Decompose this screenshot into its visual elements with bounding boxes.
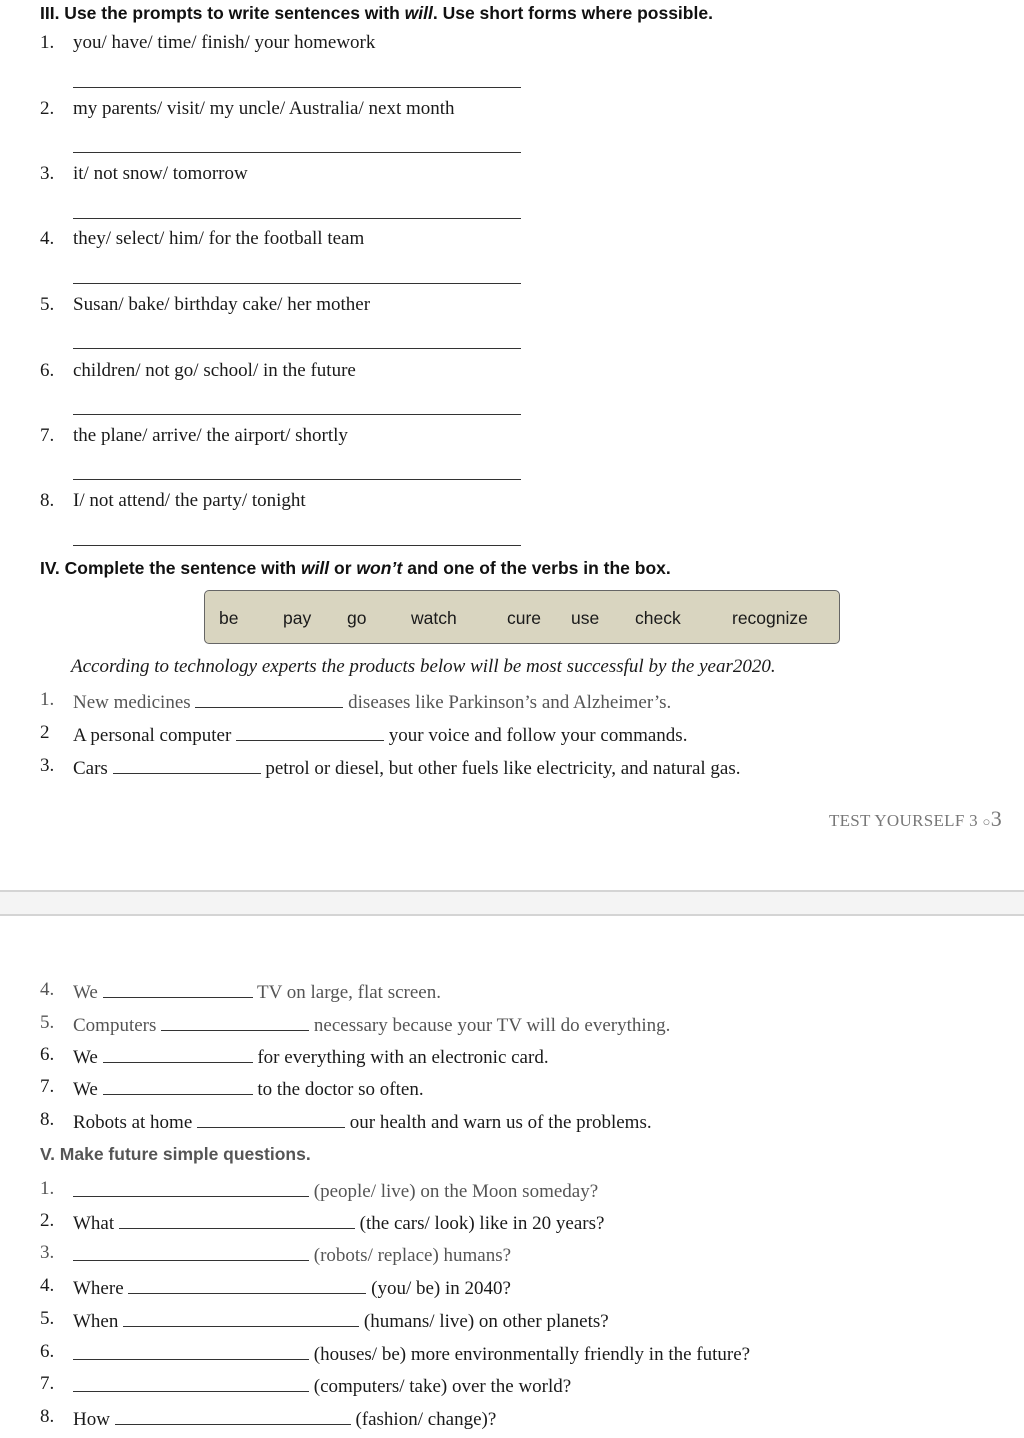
sentence-end: our health and warn us of the problems. bbox=[349, 1112, 652, 1133]
section-4-heading: IV. Complete the sentence with will or won’t and one of the verbs in the box. bbox=[40, 558, 671, 578]
question-start: What bbox=[73, 1213, 115, 1234]
sentence-row bbox=[73, 1109, 652, 1134]
prompt-text: I/ not attend/ the party/ tonight bbox=[73, 490, 306, 511]
question-row bbox=[73, 1406, 496, 1431]
question-cue: (fashion/ change)? bbox=[355, 1409, 497, 1430]
prompt-text: Susan/ bake/ birthday cake/ her mother bbox=[73, 294, 371, 315]
sentence-row bbox=[73, 1044, 549, 1069]
sentence-end: TV on large, flat screen. bbox=[257, 982, 441, 1003]
sentence-end: petrol or diesel, but other fuels like electricity, and natural gas. bbox=[265, 758, 741, 779]
item-number: 8. bbox=[40, 1406, 55, 1427]
item-number: 5. bbox=[40, 1012, 55, 1033]
sentence-row bbox=[73, 1076, 424, 1101]
answer-blank[interactable] bbox=[73, 1341, 309, 1360]
item-number: 2. bbox=[40, 98, 55, 119]
item-number: 7. bbox=[40, 1076, 55, 1097]
question-start: How bbox=[73, 1409, 110, 1430]
question-row bbox=[73, 1178, 598, 1203]
sentence-start: We bbox=[73, 1047, 98, 1068]
section-3-heading: III. Use the prompts to write sentences with will. Use short forms where possible. bbox=[40, 3, 713, 23]
question-cue: (people/ live) on the Moon someday? bbox=[313, 1181, 599, 1202]
sentence-row bbox=[73, 722, 687, 747]
item-number: 8. bbox=[40, 1109, 55, 1130]
question-row bbox=[73, 1341, 750, 1366]
question-start: When bbox=[73, 1311, 119, 1332]
prompt-text: you/ have/ time/ finish/ your homework bbox=[73, 32, 376, 53]
answer-line[interactable] bbox=[73, 479, 521, 480]
answer-blank[interactable] bbox=[161, 1012, 309, 1031]
prompt-text: children/ not go/ school/ in the future bbox=[73, 360, 356, 381]
sentence-start: We bbox=[73, 982, 98, 1003]
page-footer bbox=[829, 806, 1002, 832]
question-cue: (computers/ take) over the world? bbox=[313, 1376, 572, 1397]
answer-line[interactable] bbox=[73, 348, 521, 349]
question-row bbox=[73, 1242, 511, 1267]
question-row bbox=[73, 1210, 604, 1235]
question-cue: (houses/ be) more environmentally friendly in the future? bbox=[313, 1344, 751, 1365]
item-number: 2 bbox=[40, 722, 50, 743]
answer-blank[interactable] bbox=[113, 755, 261, 774]
prompt-text: the plane/ arrive/ the airport/ shortly bbox=[73, 425, 348, 446]
answer-blank[interactable] bbox=[73, 1178, 309, 1197]
answer-blank[interactable] bbox=[115, 1406, 351, 1425]
sentence-end: to the doctor so often. bbox=[257, 1079, 424, 1100]
question-start: Where bbox=[73, 1278, 124, 1299]
verb-word: check bbox=[635, 608, 681, 628]
verb-word: pay bbox=[283, 608, 312, 628]
sentence-start: A personal computer bbox=[73, 725, 232, 746]
sentence-start: Robots at home bbox=[73, 1112, 193, 1133]
question-row bbox=[73, 1308, 609, 1333]
sentence-end: your voice and follow your commands. bbox=[388, 725, 688, 746]
circle-icon: ○ bbox=[982, 814, 991, 829]
prompt-text: my parents/ visit/ my uncle/ Australia/ next month bbox=[73, 98, 455, 119]
answer-blank[interactable] bbox=[128, 1275, 366, 1294]
item-number: 1. bbox=[40, 1178, 55, 1199]
answer-line[interactable] bbox=[73, 545, 521, 546]
item-number: 7. bbox=[40, 1373, 55, 1394]
item-number: 4. bbox=[40, 979, 55, 1000]
item-number: 1. bbox=[40, 689, 55, 710]
answer-line[interactable] bbox=[73, 283, 521, 284]
sentence-row bbox=[73, 755, 741, 780]
sentence-row bbox=[73, 1012, 670, 1037]
question-row bbox=[73, 1275, 511, 1300]
sentence-row bbox=[73, 689, 671, 714]
item-number: 7. bbox=[40, 425, 55, 446]
answer-blank[interactable] bbox=[123, 1308, 359, 1327]
question-cue: (robots/ replace) humans? bbox=[313, 1245, 512, 1266]
prompt-text: they/ select/ him/ for the football team bbox=[73, 228, 365, 249]
answer-line[interactable] bbox=[73, 414, 521, 415]
answer-line[interactable] bbox=[73, 152, 521, 153]
item-number: 3. bbox=[40, 163, 55, 184]
answer-blank[interactable] bbox=[73, 1242, 309, 1261]
verb-box bbox=[204, 590, 840, 644]
item-number: 1. bbox=[40, 32, 55, 53]
footer-label: TEST YOURSELF 3 bbox=[828, 811, 978, 830]
answer-blank[interactable] bbox=[103, 979, 253, 998]
section-4-intro: According to technology experts the products below will be most successful by the year2020. bbox=[71, 656, 776, 677]
item-number: 6. bbox=[40, 1044, 55, 1065]
answer-line[interactable] bbox=[73, 87, 521, 88]
sentence-end: necessary because your TV will do everything. bbox=[313, 1015, 671, 1036]
answer-line[interactable] bbox=[73, 218, 521, 219]
verb-word: go bbox=[347, 608, 367, 628]
item-number: 2. bbox=[40, 1210, 55, 1231]
verb-word: cure bbox=[507, 608, 542, 628]
answer-blank[interactable] bbox=[236, 722, 384, 741]
answer-blank[interactable] bbox=[103, 1044, 253, 1063]
item-number: 5. bbox=[40, 1308, 55, 1329]
sentence-start: Computers bbox=[73, 1015, 157, 1036]
item-number: 3. bbox=[40, 755, 55, 776]
answer-blank[interactable] bbox=[195, 689, 343, 708]
verb-word: watch bbox=[411, 608, 457, 628]
answer-blank[interactable] bbox=[73, 1373, 309, 1392]
item-number: 6. bbox=[40, 360, 55, 381]
sentence-row bbox=[73, 979, 441, 1004]
sentence-start: We bbox=[73, 1079, 98, 1100]
item-number: 4. bbox=[40, 228, 55, 249]
question-cue: (the cars/ look) like in 20 years? bbox=[359, 1213, 605, 1234]
item-number: 5. bbox=[40, 294, 55, 315]
verb-word: recognize bbox=[732, 608, 808, 628]
section-5-heading: V. Make future simple questions. bbox=[40, 1144, 311, 1164]
sentence-end: diseases like Parkinson’s and Alzheimer’s. bbox=[348, 692, 672, 713]
prompt-text: it/ not snow/ tomorrow bbox=[73, 163, 248, 184]
item-number: 6. bbox=[40, 1341, 55, 1362]
item-number: 4. bbox=[40, 1275, 55, 1296]
verb-word: be bbox=[219, 608, 239, 628]
sentence-start: Cars bbox=[73, 758, 108, 779]
page-separator bbox=[0, 890, 1024, 916]
answer-blank[interactable] bbox=[103, 1076, 253, 1095]
sentence-start: New medicines bbox=[73, 692, 191, 713]
verb-word: use bbox=[571, 608, 600, 628]
question-cue: (humans/ live) on other planets? bbox=[363, 1311, 609, 1332]
item-number: 3. bbox=[40, 1242, 55, 1263]
page-number: 3 bbox=[990, 806, 1002, 831]
item-number: 8. bbox=[40, 490, 55, 511]
answer-blank[interactable] bbox=[197, 1109, 345, 1128]
question-row bbox=[73, 1373, 571, 1398]
sentence-end: for everything with an electronic card. bbox=[257, 1047, 549, 1068]
answer-blank[interactable] bbox=[119, 1210, 355, 1229]
question-cue: (you/ be) in 2040? bbox=[371, 1278, 511, 1299]
